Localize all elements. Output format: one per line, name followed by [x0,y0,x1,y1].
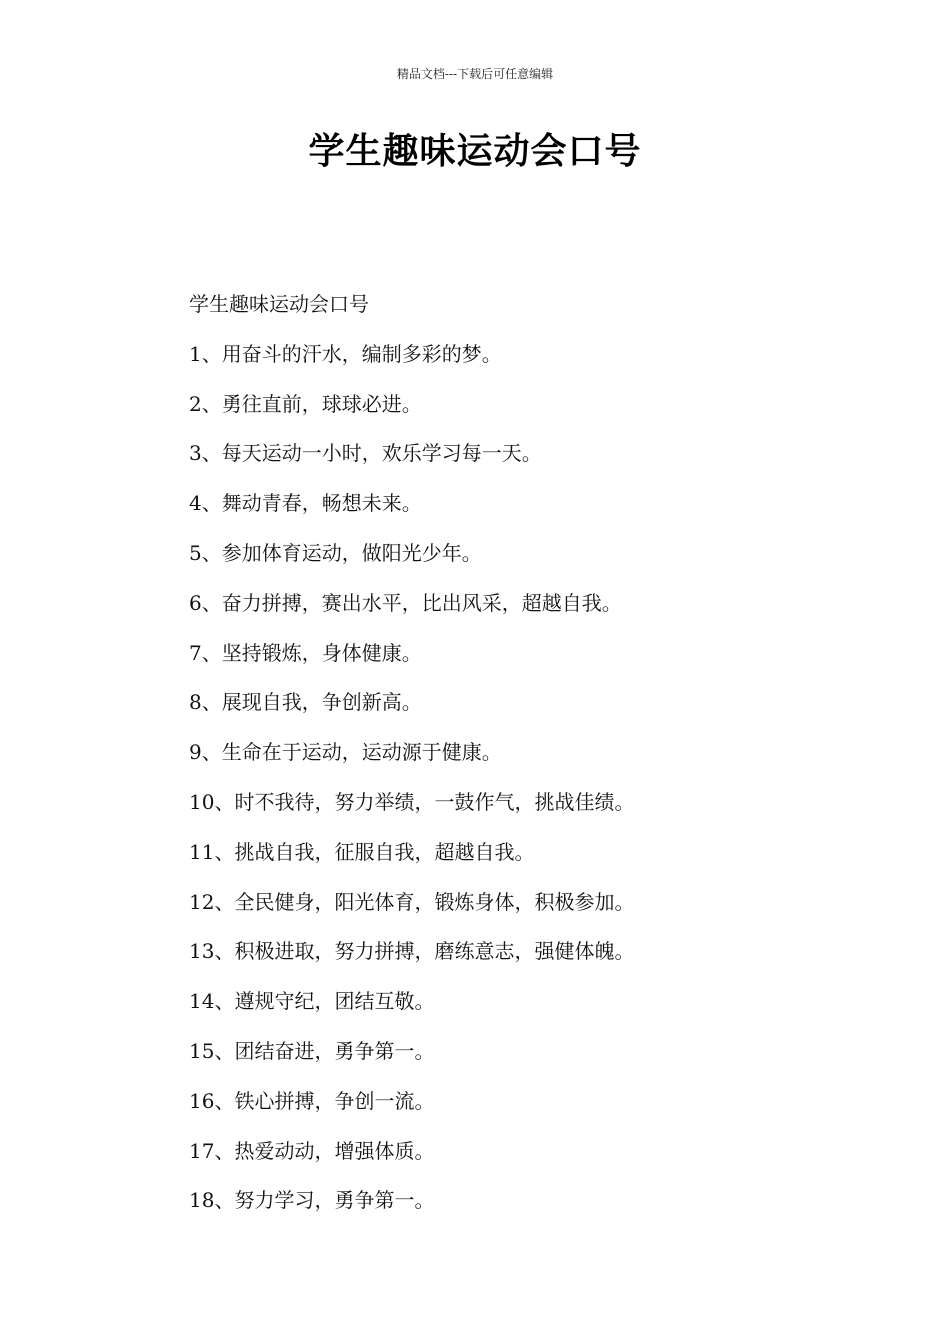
slogan-item: 17、热爱动动，增强体质。 [189,1138,435,1163]
slogan-item: 1、用奋斗的汗水，编制多彩的梦。 [189,341,502,366]
slogan-item: 4、舞动青春，畅想未来。 [189,491,422,516]
slogan-item: 9、生命在于运动，运动源于健康。 [189,740,502,765]
section-heading: 学生趣味运动会口号 [189,292,369,316]
slogan-item: 8、展现自我，争创新高。 [189,690,422,715]
slogan-item: 13、积极进取，努力拼搏，磨练意志，强健体魄。 [189,939,635,964]
document-title: 学生趣味运动会口号 [308,131,642,172]
slogan-item: 14、遵规守纪，团结互敬。 [189,989,435,1014]
slogan-item: 5、参加体育运动，做阳光少年。 [189,540,482,565]
header-note: 精品文档---下载后可任意编辑 [396,67,554,81]
slogan-item: 2、勇往直前，球球必进。 [189,391,422,416]
slogan-item: 10、时不我待，努力举绩，一鼓作气，挑战佳绩。 [189,789,635,814]
slogan-item: 16、铁心拼搏，争创一流。 [189,1088,435,1113]
slogan-item: 7、坚持锻炼，身体健康。 [189,640,422,665]
slogan-item: 12、全民健身，阳光体育，锻炼身体，积极参加。 [189,889,635,914]
slogan-item: 15、团结奋进，勇争第一。 [189,1038,435,1063]
slogan-item: 11、挑战自我，征服自我，超越自我。 [189,839,535,864]
document-body [189,280,889,1226]
slogan-item: 3、每天运动一小时，欢乐学习每一天。 [189,441,542,466]
slogan-item: 18、努力学习，勇争第一。 [189,1188,435,1213]
slogan-item: 6、奋力拼搏，赛出水平，比出风采，超越自我。 [189,590,622,615]
